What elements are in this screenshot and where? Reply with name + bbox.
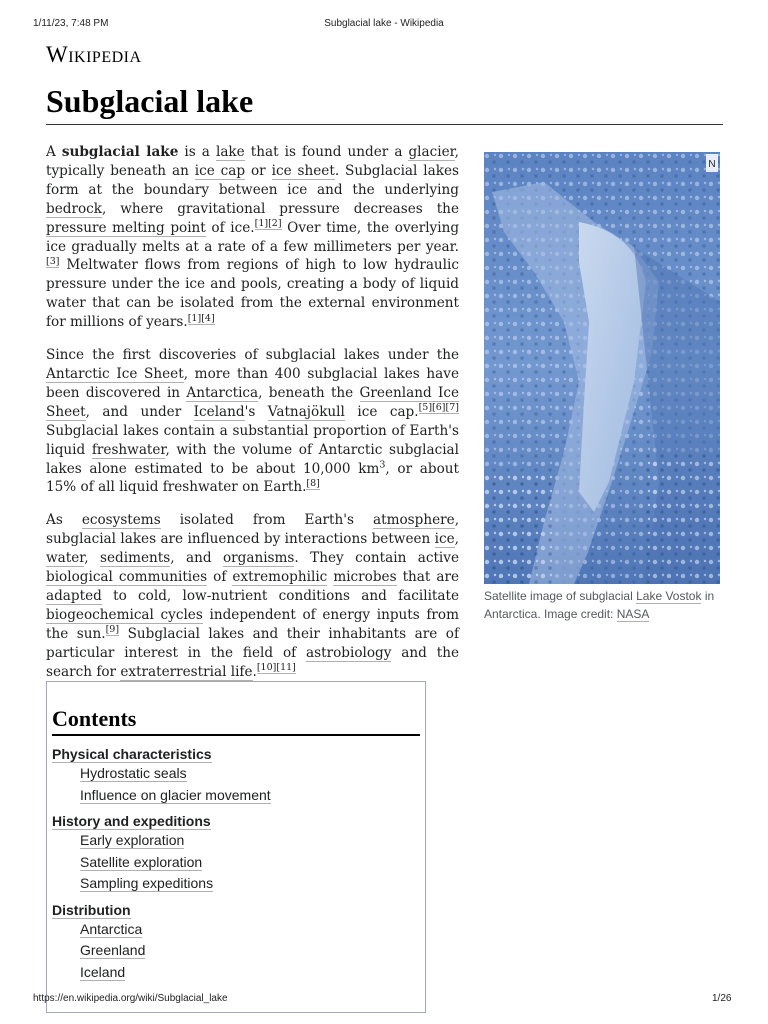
link-atmosphere[interactable]: atmosphere [373,512,455,529]
citation-2[interactable]: [2] [268,218,282,230]
toc-item-sampling-expeditions[interactable]: Sampling expeditions [80,875,214,891]
print-footer-page: 1/26 [712,993,732,1004]
toc-section-distribution[interactable]: Distribution [52,901,131,918]
paragraph-3: As ecosystems isolated from Earth's atmosphere, subglacial lakes are influenced by interactions between ice, water, sediments, and organisms. They contain active biological communities of extremophilic microbes that are adapted to cold, low-nutrient conditions and facilitate biogeochemical cycles independent of energy inputs from the sun.[9] Subglacial lakes and their inhabitants are of particular interest in the field of astrobiology and the search for extraterrestrial life.[10][11] [46,512,460,680]
link-ecosystems[interactable]: ecosystems [81,512,161,529]
link-biogeochemical-cycles[interactable]: biogeochemical cycles [46,606,203,623]
link-organisms[interactable]: organisms [222,550,295,567]
link-biological-communities[interactable]: biological communities [46,569,208,586]
citation-11[interactable]: [11] [276,662,296,674]
link-antarctic-ice-sheet[interactable]: Antarctic Ice Sheet [46,365,184,382]
toc-item-antarctica[interactable]: Antarctica [80,920,143,937]
citation-9[interactable]: [9] [105,624,120,636]
citation-7[interactable]: [7] [445,402,459,414]
wikipedia-wordmark[interactable]: Wikipedia [46,42,142,67]
toc-section-history-and-expeditions[interactable]: History and expeditions [52,813,211,829]
lake-vostok-figure [484,152,720,623]
page-title: Subglacial lake [46,82,723,125]
print-header-title: Subglacial lake - Wikipedia [324,18,444,29]
citation-5[interactable]: [5] [418,402,433,414]
toc-item-early-exploration[interactable]: Early exploration [80,832,185,848]
link-greenland-ice-sheet[interactable]: Greenland Ice Sheet [46,384,459,420]
toc-item-influence-on-glacier-movement[interactable]: Influence on glacier movement [80,786,271,803]
toc-item-satellite-exploration[interactable]: Satellite exploration [80,853,203,870]
table-of-contents [46,681,426,1013]
paragraph-2: Since the first discoveries of subglacial lakes under the Antarctic Ice Sheet, more than 400 subglacial lakes have been discovered in Antarctica, beneath the Greenland Ice Sheet, and under Iceland's Vatnajökull ice cap.[5][6][7] Subglacial lakes contain a substantial proportion of Earth's liquid freshwater, with the volume of Antarctic subglacial lakes alone estimated to be about 10,000 $km^3$, or about 15% of all liquid freshwater on Earth.[8] [46,347,460,496]
link-ice-sheet[interactable]: ice sheet [271,162,335,179]
link-iceland[interactable]: Iceland [193,403,245,420]
link-freshwater[interactable]: freshwater [91,441,166,458]
citation-8[interactable]: [8] [306,477,320,489]
link-vatnajokull[interactable]: Vatnajökull [267,403,345,420]
link-adapted[interactable]: adapted [46,587,102,604]
link-water[interactable]: water [46,550,85,567]
link-ice-cap[interactable]: ice cap [194,162,246,179]
toc-item-iceland[interactable]: Iceland [80,963,126,980]
superscript-3: 3 [379,458,386,470]
citation-4[interactable]: [4] [201,312,215,324]
link-microbes[interactable]: microbes [333,569,397,586]
print-header-datetime: 1/11/23, 7:48 PM [33,18,109,29]
article-body [46,143,459,695]
lake-vostok-satellite-image[interactable] [484,152,720,584]
link-nasa[interactable]: NASA [616,607,650,621]
link-lake[interactable]: lake [215,144,245,160]
link-bedrock[interactable]: bedrock [46,200,102,217]
figure-caption: Satellite image of subglacial Lake Vostok in Antarctica. Image credit: NASA [484,589,715,621]
link-ice[interactable]: ice [434,531,455,548]
link-lake-vostok[interactable]: Lake Vostok [636,589,702,603]
link-astrobiology[interactable]: astrobiology [306,644,392,661]
link-glacier[interactable]: glacier [408,144,455,160]
toc-item-greenland[interactable]: Greenland [80,942,146,958]
citation-1b[interactable]: [1] [187,312,202,324]
citation-1[interactable]: [1] [254,218,269,230]
link-antarctica[interactable]: Antarctica [186,384,259,401]
citation-3[interactable]: [3] [46,255,60,267]
toc-title: Contents [52,704,420,736]
link-pressure-melting-point[interactable]: pressure melting point [46,219,206,236]
toc-section-physical-characteristics[interactable]: Physical characteristics [52,746,212,762]
toc-list [52,745,271,983]
toc-item-hydrostatic-seals[interactable]: Hydrostatic seals [80,765,187,781]
bold-term: subglacial lake [61,144,179,160]
north-label: N [708,159,716,170]
link-extraterrestrial-life[interactable]: extraterrestrial life [120,663,253,680]
link-extremophilic[interactable]: extremophilic [232,569,328,586]
paragraph-1: A subglacial lake is a lake that is found under a glacier, typically beneath an ice cap or ice sheet. Subglacial lakes form at the boundary between ice and the underlying bedrock, where gravitational pressure decreases the pressure melting point of ice.[1][2] Over time, the overlying ice gradually melts at a rate of a few millimeters per year.[3] Meltwater flows from regions of high to low hydraulic pressure under the ice and pools, creating a body of liquid water that can be isolated from the external environment for millions of years.[1][4] [46,144,460,331]
link-sediments[interactable]: sediments [100,550,171,567]
print-footer-url: https://en.wikipedia.org/wiki/Subglacial_lake [33,993,228,1004]
citation-10[interactable]: [10] [256,662,277,674]
citation-6[interactable]: [6] [432,402,446,414]
